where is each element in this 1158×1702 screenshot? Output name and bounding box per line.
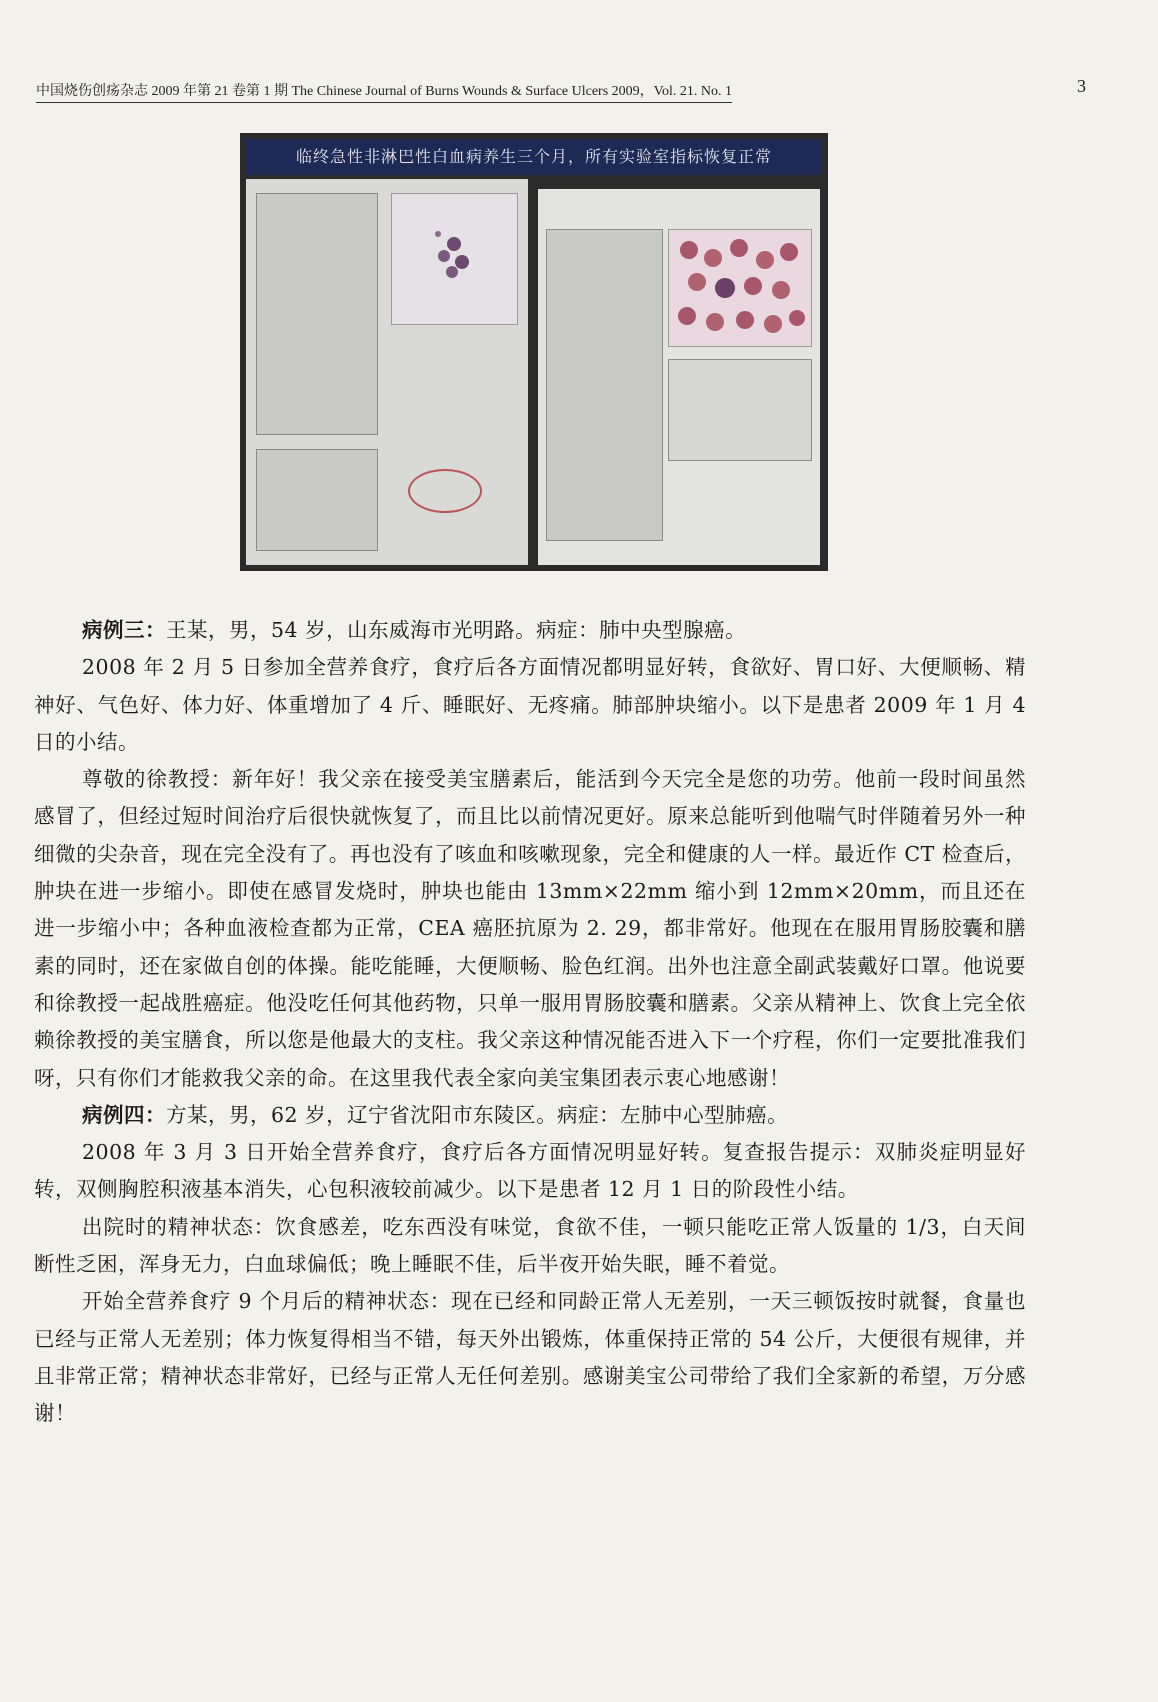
blood-smear-image (669, 230, 811, 346)
case4-intro: 方某，男，62 岁，辽宁省沈阳市东陵区。病症：左肺中心型肺癌。 (166, 1102, 789, 1127)
journal-title: 中国烧伤创疡杂志 2009 年第 21 卷第 1 期 The Chinese Journal of Burns Wounds & Surface Ulcers 2009，Vol. 21. No. 1 (36, 80, 732, 103)
report-table-left-bottom (256, 449, 378, 551)
report-table-right (546, 229, 663, 541)
case3-intro: 王某，男，54 岁，山东威海市光明路。病症：肺中央型腺癌。 (166, 618, 747, 642)
blood-cell-image (392, 194, 517, 324)
article-body (34, 612, 1026, 1433)
case3-paragraph-1: 2008 年 2 月 5 日参加全营养食疗，食疗后各方面情况都明显好转，食欲好、胃口好、大便顺畅、精神好、气色好、体力好、体重增加了 4 斤、睡眠好、无疼痛。肺部肿块缩小。以下是患者 2009 年 1 月 4 日的小结。 (34, 655, 1026, 754)
hospital-stamp (408, 469, 482, 513)
lab-report-figure (240, 133, 828, 571)
case3-label: 病例三： (82, 618, 166, 642)
report-notes-right (668, 359, 812, 461)
case4-paragraph-3: 开始全营养食疗 9 个月后的精神状态：现在已经和同龄正常人无差别，一天三顿饭按时就餐，食量也已经与正常人无差别；体力恢复得相当不错，每天外出锻炼，体重保持正常的 54 公斤，大便很有规律，并且非常正常；精神状态非常好，已经与正常人无任何差别。感谢美宝公司带给了我们全家新的希望，万分感谢！ (34, 1289, 1026, 1426)
case3-heading (34, 612, 1026, 649)
case4-label: 病例四： (82, 1102, 166, 1127)
case4-paragraph-1: 2008 年 3 月 3 日开始全营养食疗，食疗后各方面情况明显好转。复查报告提示：双肺炎症明显好转，双侧胸腔积液基本消失，心包积液较前减少。以下是患者 12 月 1 日的阶段性小结。 (34, 1140, 1026, 1202)
case4-heading (34, 1097, 1026, 1134)
lab-report-left (246, 179, 528, 565)
lab-report-right (538, 189, 820, 565)
micrograph-left (391, 193, 518, 325)
micrograph-right (668, 229, 812, 347)
page-number: 3 (1077, 76, 1086, 96)
report-table-left (256, 193, 378, 435)
case4-paragraph-2: 出院时的精神状态：饮食感差，吃东西没有味觉，食欲不佳，一顿只能吃正常人饭量的 1/3，白天间断性乏困，浑身无力，白血球偏低；晚上睡眠不佳，后半夜开始失眠，睡不着觉。 (34, 1214, 1026, 1277)
running-header (36, 76, 1086, 103)
figure-banner: 临终急性非淋巴性白血病养生三个月，所有实验室指标恢复正常 (246, 139, 822, 175)
case3-paragraph-2: 尊敬的徐教授：新年好！我父亲在接受美宝膳素后，能活到今天完全是您的功劳。他前一段时间虽然感冒了，但经过短时间治疗后很快就恢复了，而且比以前情况更好。原来总能听到他喘气时伴随着另外一种细微的尖杂音，现在完全没有了。再也没有了咳血和咳嗽现象，完全和健康的人一样。最近作 CT 检查后，肿块在进一步缩小。即使在感冒发烧时，肿块也能由 13mm×22mm 缩小到 12mm×20mm，而且还在进一步缩小中；各种血液检查都为正常，CEA 癌胚抗原为 2. 29，都非常好。他现在在服用胃肠胶囊和膳素的同时，还在家做自创的体操。能吃能睡，大便顺畅、脸色红润。出外也注意全副武装戴好口罩。他说要和徐教授一起战胜癌症。他没吃任何其他药物，只单一服用胃肠胶囊和膳素。父亲从精神上、饮食上完全依赖徐教授的美宝膳食，所以您是他最大的支柱。我父亲这种情况能否进入下一个疗程，你们一定要批准我们呀，只有你们才能救我父亲的命。在这里我代表全家向美宝集团表示衷心地感谢！ (34, 767, 1026, 1090)
